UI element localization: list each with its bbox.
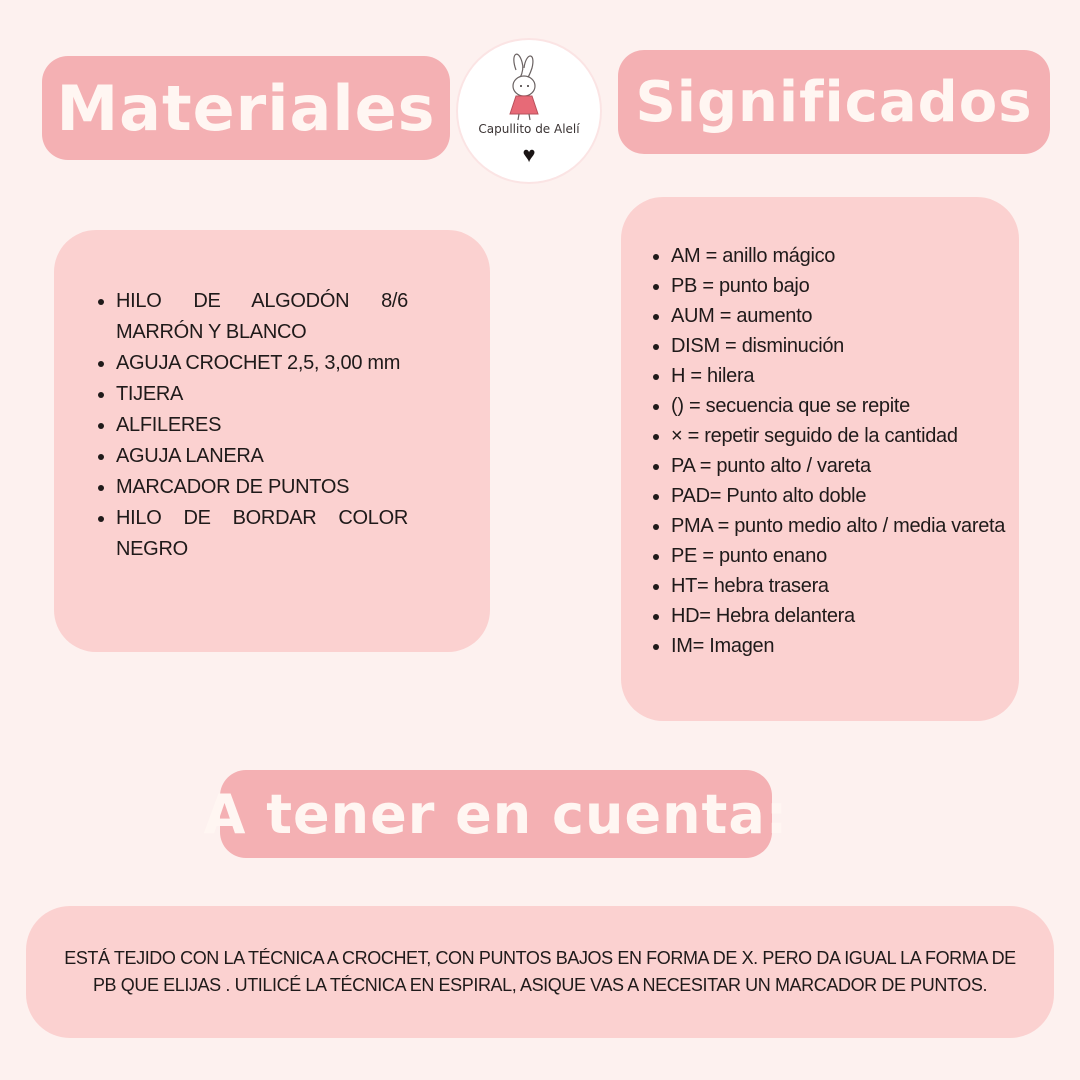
- list-item: ALFILERES: [98, 410, 408, 441]
- list-item: PMA = punto medio alto / media vareta: [653, 511, 1007, 541]
- logo-badge: [458, 40, 600, 182]
- list-item: PB = punto bajo: [653, 271, 1007, 301]
- materiales-heading-pill: [42, 56, 450, 160]
- note-panel: [26, 906, 1054, 1038]
- materiales-panel: [54, 230, 490, 652]
- heart-icon: ♥: [522, 142, 536, 167]
- list-item: PAD= Punto alto doble: [653, 481, 1007, 511]
- list-item: H = hilera: [653, 361, 1007, 391]
- list-item: PE = punto enano: [653, 541, 1007, 571]
- materiales-heading: Materiales: [56, 71, 436, 145]
- a-tener-en-cuenta-heading-pill: [203, 770, 789, 858]
- logo-name: Capullito de Alelí: [478, 122, 580, 136]
- list-item: IM= Imagen: [653, 631, 1007, 661]
- list-item: HD= Hebra delantera: [653, 601, 1007, 631]
- list-item: HILO DE BORDAR COLOR NEGRO: [98, 503, 408, 565]
- list-item: DISM = disminución: [653, 331, 1007, 361]
- list-item: AM = anillo mágico: [653, 241, 1007, 271]
- significados-panel: [621, 197, 1019, 721]
- list-item: MARCADOR DE PUNTOS: [98, 472, 408, 503]
- list-item: () = secuencia que se repite: [653, 391, 1007, 421]
- significados-heading-pill: [618, 50, 1050, 154]
- list-item: AGUJA CROCHET 2,5, 3,00 mm: [98, 348, 408, 379]
- materiales-list: [98, 286, 408, 565]
- list-item: HILO DE ALGODÓN 8/6 MARRÓN Y BLANCO: [98, 286, 408, 348]
- list-item: PA = punto alto / vareta: [653, 451, 1007, 481]
- list-item: × = repetir seguido de la cantidad: [653, 421, 1007, 451]
- significados-heading: Significados: [635, 69, 1033, 135]
- list-item: AUM = aumento: [653, 301, 1007, 331]
- significados-list: [653, 241, 1007, 661]
- a-tener-en-cuenta-heading: A tener en cuenta:: [203, 782, 789, 846]
- note-text: ESTÁ TEJIDO CON LA TÉCNICA A CROCHET, CON PUNTOS BAJOS EN FORMA DE X. PERO DA IGUAL LA FORMA DE PB QUE ELIJAS . UTILICÉ LA TÉCNICA EN ESPIRAL, ASIQUE VAS A NECESITAR UN MARCADOR DE PUNTOS.: [64, 948, 1016, 995]
- list-item: TIJERA: [98, 379, 408, 410]
- list-item: HT= hebra trasera: [653, 571, 1007, 601]
- list-item: AGUJA LANERA: [98, 441, 408, 472]
